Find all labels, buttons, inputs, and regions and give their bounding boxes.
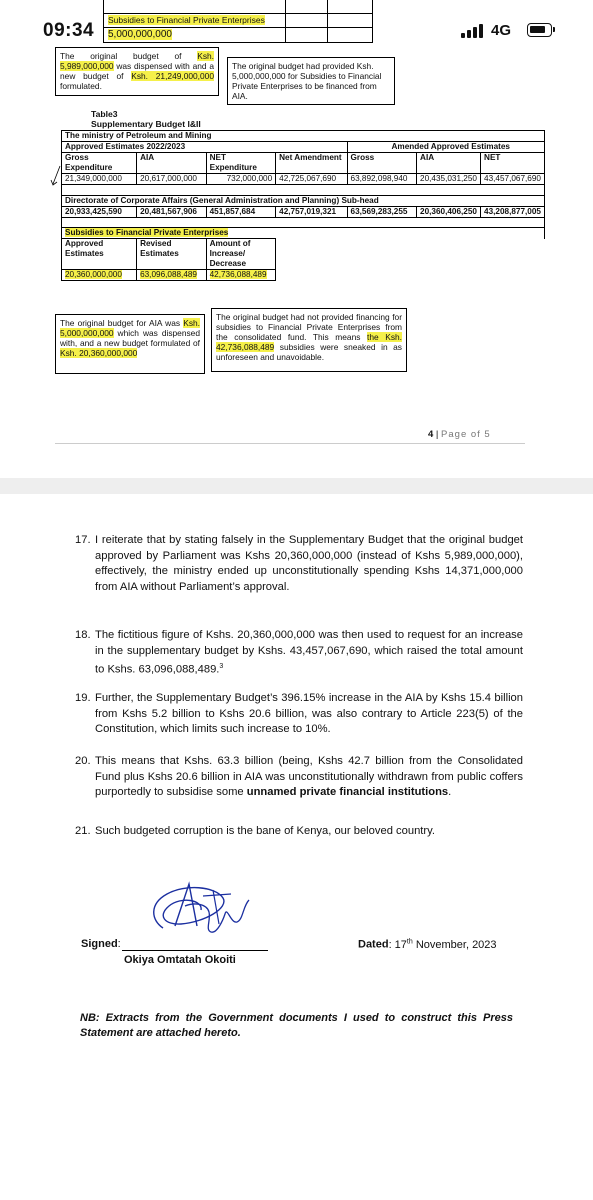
paragraph-20: [75, 754, 523, 801]
callout-highlight: Ksh. 5,000,000,000: [60, 318, 200, 338]
table-number: Table3: [91, 109, 118, 119]
callout-text: The original budget had provided Ksh. 5,000,000,000 for Subsidies to Financial Private Enterprises to be financed from AIA.: [232, 61, 382, 101]
amended-estimates-header: Amended Approved Estimates: [347, 142, 544, 153]
paragraph-text: I reiterate that by stating falsely in the Supplementary Budget that the original budget approved by Parliament was Kshs 20,360,000,000 (instead of Kshs 5,989,000,000), effectively, the ministry ended up unconstitutionally spending Kshs 14,371,000,000 from AIA without Parliament’s approval.: [95, 534, 523, 593]
table-cell: 20,933,425,590: [62, 207, 137, 218]
col-header: Gross: [347, 153, 417, 174]
signal-icon: [461, 24, 485, 38]
callout-highlight: Ksh. 5,989,000,000: [60, 51, 214, 71]
sub-table-cell: 42,736,088,489: [209, 270, 267, 279]
battery-icon: [527, 23, 552, 37]
callout-text: which was dispensed with, and a new budget formulated of: [60, 328, 200, 348]
paragraph-text: Such budgeted corruption is the bane of Kenya, our beloved country.: [95, 825, 435, 837]
paragraph-text: This means that Kshs. 63.3 billion (being, Kshs 42.7 billion from the Consolidated Fund plus Kshs 20.6 billion in AIA was unconstitutionally withdrawn from public coffers purportedly to subsidise some: [95, 755, 523, 798]
paragraph-number: 21.: [75, 825, 91, 837]
table-cell: 43,457,067,690: [481, 174, 545, 185]
callout-text: subsidies were sneaked in as unforeseen and unavoidable.: [216, 342, 402, 362]
dated-label: Dated: [358, 938, 389, 951]
nb-note: NB: Extracts from the Government documents I used to construct this Press Statement are attached hereto.: [80, 1012, 513, 1039]
col-header: NET Expenditure: [206, 153, 276, 174]
table-cell: 21,349,000,000: [62, 174, 137, 185]
footer-divider: [55, 443, 525, 444]
paragraph-number: 19.: [75, 692, 91, 704]
callout-aia-subsidies: [227, 57, 395, 105]
paragraph-21: [75, 824, 523, 840]
sub-col-header: Amount of Increase/ Decrease: [206, 239, 276, 270]
status-time: 09:34: [43, 20, 95, 41]
top-table-row-label: Subsidies to Financial Private Enterprises: [108, 15, 265, 25]
table-blank-cell: [276, 270, 545, 281]
table-cell: 20,435,031,250: [417, 174, 481, 185]
arrow-icon: [50, 164, 64, 188]
page-number: 4: [428, 429, 434, 440]
table-cell: 63,569,283,255: [347, 207, 417, 218]
paragraph-19: [75, 691, 523, 738]
signature-scribble: [145, 876, 263, 938]
col-header: AIA: [417, 153, 481, 174]
col-header: NET: [481, 153, 545, 174]
table-cell: 43,208,877,005: [481, 207, 545, 218]
paragraph-bold-text: unnamed private financial institutions: [246, 786, 449, 798]
page-footer: [428, 429, 491, 440]
paragraph-text: Further, the Supplementary Budget’s 396.15% increase in the AIA by Kshs 15.4 billion from Kshs 5.2 billion to Kshs 20.6 billion, was also contrary to Article 223(5) of the Constitution, which limits such increase to 10%.: [95, 692, 523, 735]
table-cell: 63,892,098,940: [347, 174, 417, 185]
paragraph-number: 20.: [75, 755, 91, 767]
page-separator: |: [433, 429, 442, 440]
signature-line: [122, 950, 268, 951]
dated-field: [358, 938, 497, 951]
callout-consolidated-fund: [211, 308, 407, 372]
callout-text: The original budget for AIA was: [60, 318, 184, 328]
paragraph-17: [75, 533, 523, 595]
paragraph-number: 18.: [75, 629, 91, 641]
table-title: Supplementary Budget I&II: [91, 119, 201, 129]
col-header: AIA: [137, 153, 207, 174]
table-blank-cell: [276, 228, 545, 239]
table-cell: 42,725,067,690: [276, 174, 347, 185]
callout-aia-budget: [55, 314, 205, 374]
ministry-row: The ministry of Petroleum and Mining: [62, 131, 545, 142]
table-cell: 20,360,406,250: [417, 207, 481, 218]
sub-table-cell: 63,096,088,489: [140, 270, 197, 279]
table-cell: 732,000,000: [206, 174, 276, 185]
page-of-text: Page of 5: [441, 429, 491, 440]
directorate-row: Directorate of Corporate Affairs (General Administration and Planning) Sub-head: [62, 196, 545, 207]
sub-col-header: Approved Estimates: [62, 239, 137, 270]
paragraph-text: .: [448, 786, 452, 798]
sub-col-header: Revised Estimates: [137, 239, 207, 270]
paragraph-number: 17.: [75, 534, 91, 546]
table-spacer-row: [62, 185, 545, 196]
top-table-row-value: 5,000,000,000: [108, 29, 172, 40]
supplementary-budget-table: [61, 130, 545, 281]
subsidies-header: Subsidies to Financial Private Enterprises: [65, 228, 229, 237]
callout-original-budget: [55, 47, 219, 96]
table-cell: 451,857,684: [206, 207, 276, 218]
table-blank-cell: [276, 239, 545, 270]
callout-highlight: the Ksh. 42,736,088,489: [216, 332, 402, 352]
col-header: Gross Expenditure: [62, 153, 137, 174]
table-cell: 20,481,567,906: [137, 207, 207, 218]
footnote-ref: 3: [219, 663, 224, 670]
callout-highlight: Ksh. 20,360,000,000: [60, 348, 138, 358]
approved-estimates-header: Approved Estimates 2022/2023: [62, 142, 348, 153]
sub-table-cell: 20,360,000,000: [65, 270, 122, 279]
signed-colon: :: [117, 938, 121, 950]
dated-value: : 17th November, 2023: [388, 938, 497, 951]
table-spacer-row: [62, 218, 545, 228]
signatory-name: Okiya Omtatah Okoiti: [124, 954, 236, 966]
callout-text: The original budget of: [60, 51, 198, 61]
document-page-4: [0, 0, 593, 478]
table-cell: 20,617,000,000: [137, 174, 207, 185]
network-type: 4G: [491, 22, 512, 39]
callout-text: was dispensed with and a new budget of: [60, 61, 214, 81]
signed-label: [81, 938, 121, 950]
col-header: Net Amendment: [276, 153, 347, 174]
document-page-5: [0, 494, 593, 1200]
paragraph-18: [75, 628, 523, 678]
callout-text: The original budget had not provided financing for subsidies to Financial Private Enterprises from the consolidated fund. This means: [216, 312, 402, 342]
table-cell: 42,757,019,321: [276, 207, 347, 218]
signed-text: Signed: [81, 938, 118, 950]
callout-text: formulated.: [60, 81, 102, 91]
callout-highlight: Ksh. 21,249,000,000: [131, 71, 214, 81]
paragraph-text: The fictitious figure of Kshs. 20,360,000,000 was then used to request for an increase in the supplementary budget by Kshs. 43,457,067,690, which raised the total amount to Kshs. 63,096,088,489.: [95, 629, 523, 676]
